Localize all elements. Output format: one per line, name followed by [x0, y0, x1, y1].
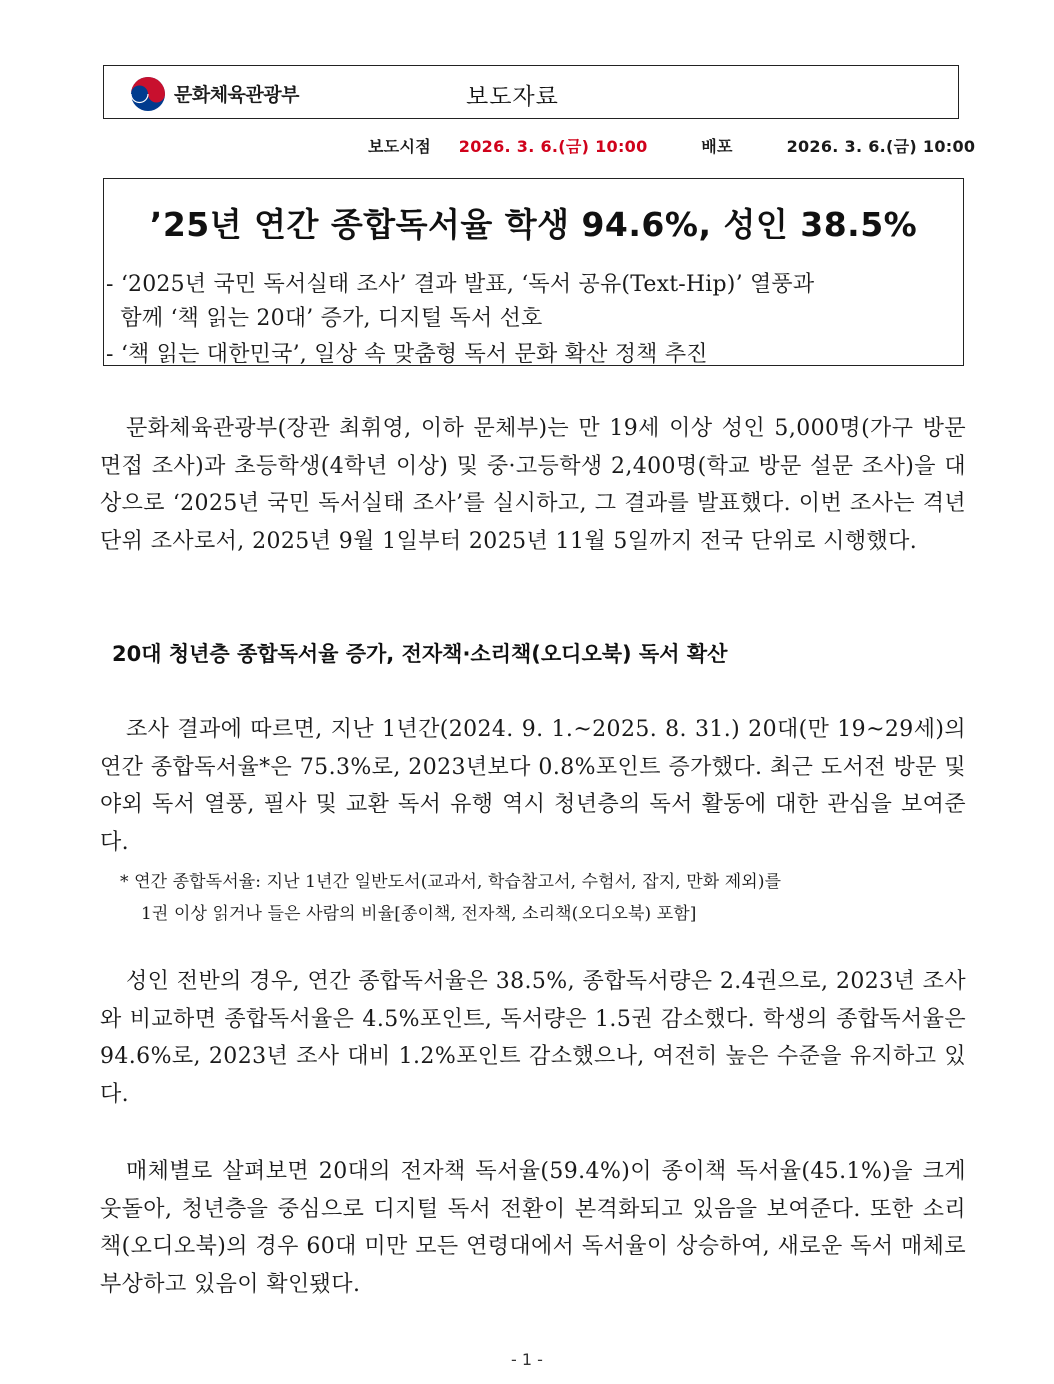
headline-box: [103, 178, 964, 366]
government-emblem-icon: [130, 76, 166, 112]
footnote-line: * 연간 종합독서율: 지난 1년간 일반도서(교과서, 학습참고서, 수험서, 잡지, 만화 제외)를: [120, 872, 782, 892]
body-paragraph: 조사 결과에 따르면, 지난 1년간(2024. 9. 1.~2025. 8. 31.) 20대(만 19~29세)의 연간 종합독서율*은 75.3%로, 2023년보다 0.8%포인트 증가했다. 최근 도서전 방문 및 야외 독서 열풍, 필사 및 교환 독서 유행 역시 청년층의 독서 활동에 대한 관심을 보여준다.: [100, 717, 966, 856]
distribution-value: 2026. 3. 6.(금) 10:00: [786, 137, 976, 156]
release-info: [368, 134, 975, 157]
press-release-header: [103, 65, 959, 119]
document-type: 보도자료: [466, 84, 559, 110]
section-heading: 20대 청년층 종합독서율 증가, 전자책·소리책(오디오북) 독서 확산: [112, 642, 728, 666]
body-paragraph: 매체별로 살펴보면 20대의 전자책 독서율(59.4%)이 종이책 독서율(45.1%)을 크게 웃돌아, 청년층을 중심으로 디지털 독서 전환이 본격화되고 있음을 보여준다. 또한 소리책(오디오북)의 경우 60대 미만 모든 연령대에서 독서율이 상승하여, 새로운 독서 매체로 부상하고 있음이 확인됐다.: [100, 1159, 966, 1298]
headline: ’25년 연간 종합독서율 학생 94.6%, 성인 38.5%: [149, 205, 918, 244]
subheading-line: 함께 ‘책 읽는 20대’ 증가, 디지털 독서 선호: [106, 306, 543, 331]
distribution-label: 배포: [701, 137, 733, 156]
ministry-name: 문화체육관광부: [174, 84, 299, 106]
subheading-line: - ‘2025년 국민 독서실태 조사’ 결과 발표, ‘독서 공유(Text-Hip)’ 열풍과: [106, 272, 815, 297]
embargo-value: 2026. 3. 6.(금) 10:00: [458, 137, 648, 156]
subheading-line: - ‘책 읽는 대한민국’, 일상 속 맞춤형 독서 문화 확산 정책 추진: [106, 342, 708, 367]
body-paragraph: 성인 전반의 경우, 연간 종합독서율은 38.5%, 종합독서량은 2.4권으로, 2023년 조사와 비교하면 종합독서율은 4.5%포인트, 독서량은 1.5권 감소했다. 학생의 종합독서율은 94.6%로, 2023년 조사 대비 1.2%포인트 감소했으나, 여전히 높은 수준을 유지하고 있다.: [100, 969, 966, 1108]
page-number: - 1 -: [511, 1350, 543, 1369]
footnote-line: 1권 이상 읽거나 들은 사람의 비율[종이책, 전자책, 소리책(오디오북) 포함]: [141, 904, 697, 924]
body-paragraph: 문화체육관광부(장관 최휘영, 이하 문체부)는 만 19세 이상 성인 5,000명(가구 방문 면접 조사)과 초등학생(4학년 이상) 및 중·고등학생 2,400명(학교 방문 설문 조사)을 대상으로 ‘2025년 국민 독서실태 조사’를 실시하고, 그 결과를 발표했다. 이번 조사는 격년 단위 조사로서, 2025년 9월 1일부터 2025년 11월 5일까지 전국 단위로 시행했다.: [100, 416, 966, 555]
embargo-label: 보도시점: [368, 137, 432, 156]
